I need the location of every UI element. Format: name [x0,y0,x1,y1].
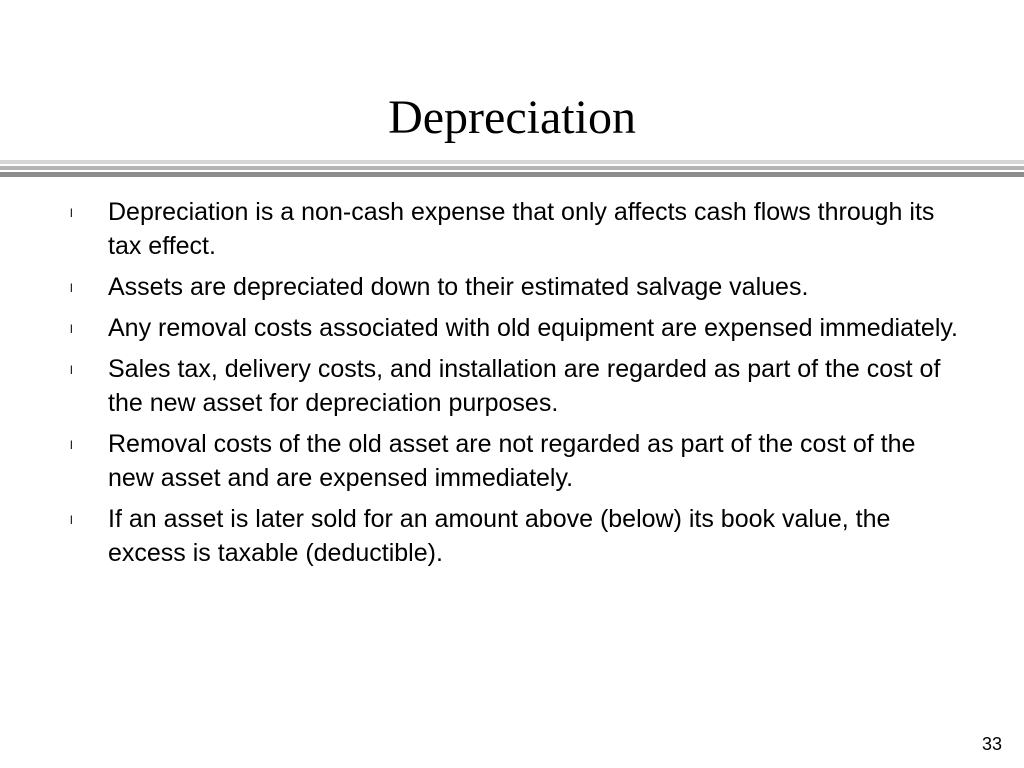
bullet-marker-icon: l [70,281,73,295]
bullet-marker-icon: l [70,363,73,377]
divider-line-mid [0,166,1024,170]
bullet-item [0,311,1024,345]
slide-title: Depreciation [388,91,636,144]
bullet-marker-icon: l [70,513,73,527]
bullet-text: Any removal costs associated with old equipment are expensed immediately. [108,314,958,342]
bullet-item [0,502,1024,570]
bullet-marker-icon: l [70,206,73,220]
divider-line-light [0,160,1024,164]
slide-number: 33 [981,734,1002,754]
bullet-item [0,427,1024,495]
bullet-list [0,195,1024,577]
bullet-item [0,352,1024,420]
bullet-item [0,195,1024,263]
title-divider [0,160,1024,178]
bullet-text: Assets are depreciated down to their estimated salvage values. [108,273,809,301]
bullet-text: If an asset is later sold for an amount above (below) its book value, the excess is taxable (deductible). [108,505,891,567]
bullet-marker-icon: l [70,438,73,452]
divider-line-dark [0,172,1024,177]
bullet-text: Depreciation is a non-cash expense that only affects cash flows through its tax effect. [108,198,935,260]
bullet-text: Removal costs of the old asset are not regarded as part of the cost of the new asset and are expensed immediately. [108,430,916,492]
bullet-marker-icon: l [70,322,73,336]
bullet-text: Sales tax, delivery costs, and installation are regarded as part of the cost of the new asset for depreciation purposes. [108,355,941,417]
bullet-item [0,270,1024,304]
